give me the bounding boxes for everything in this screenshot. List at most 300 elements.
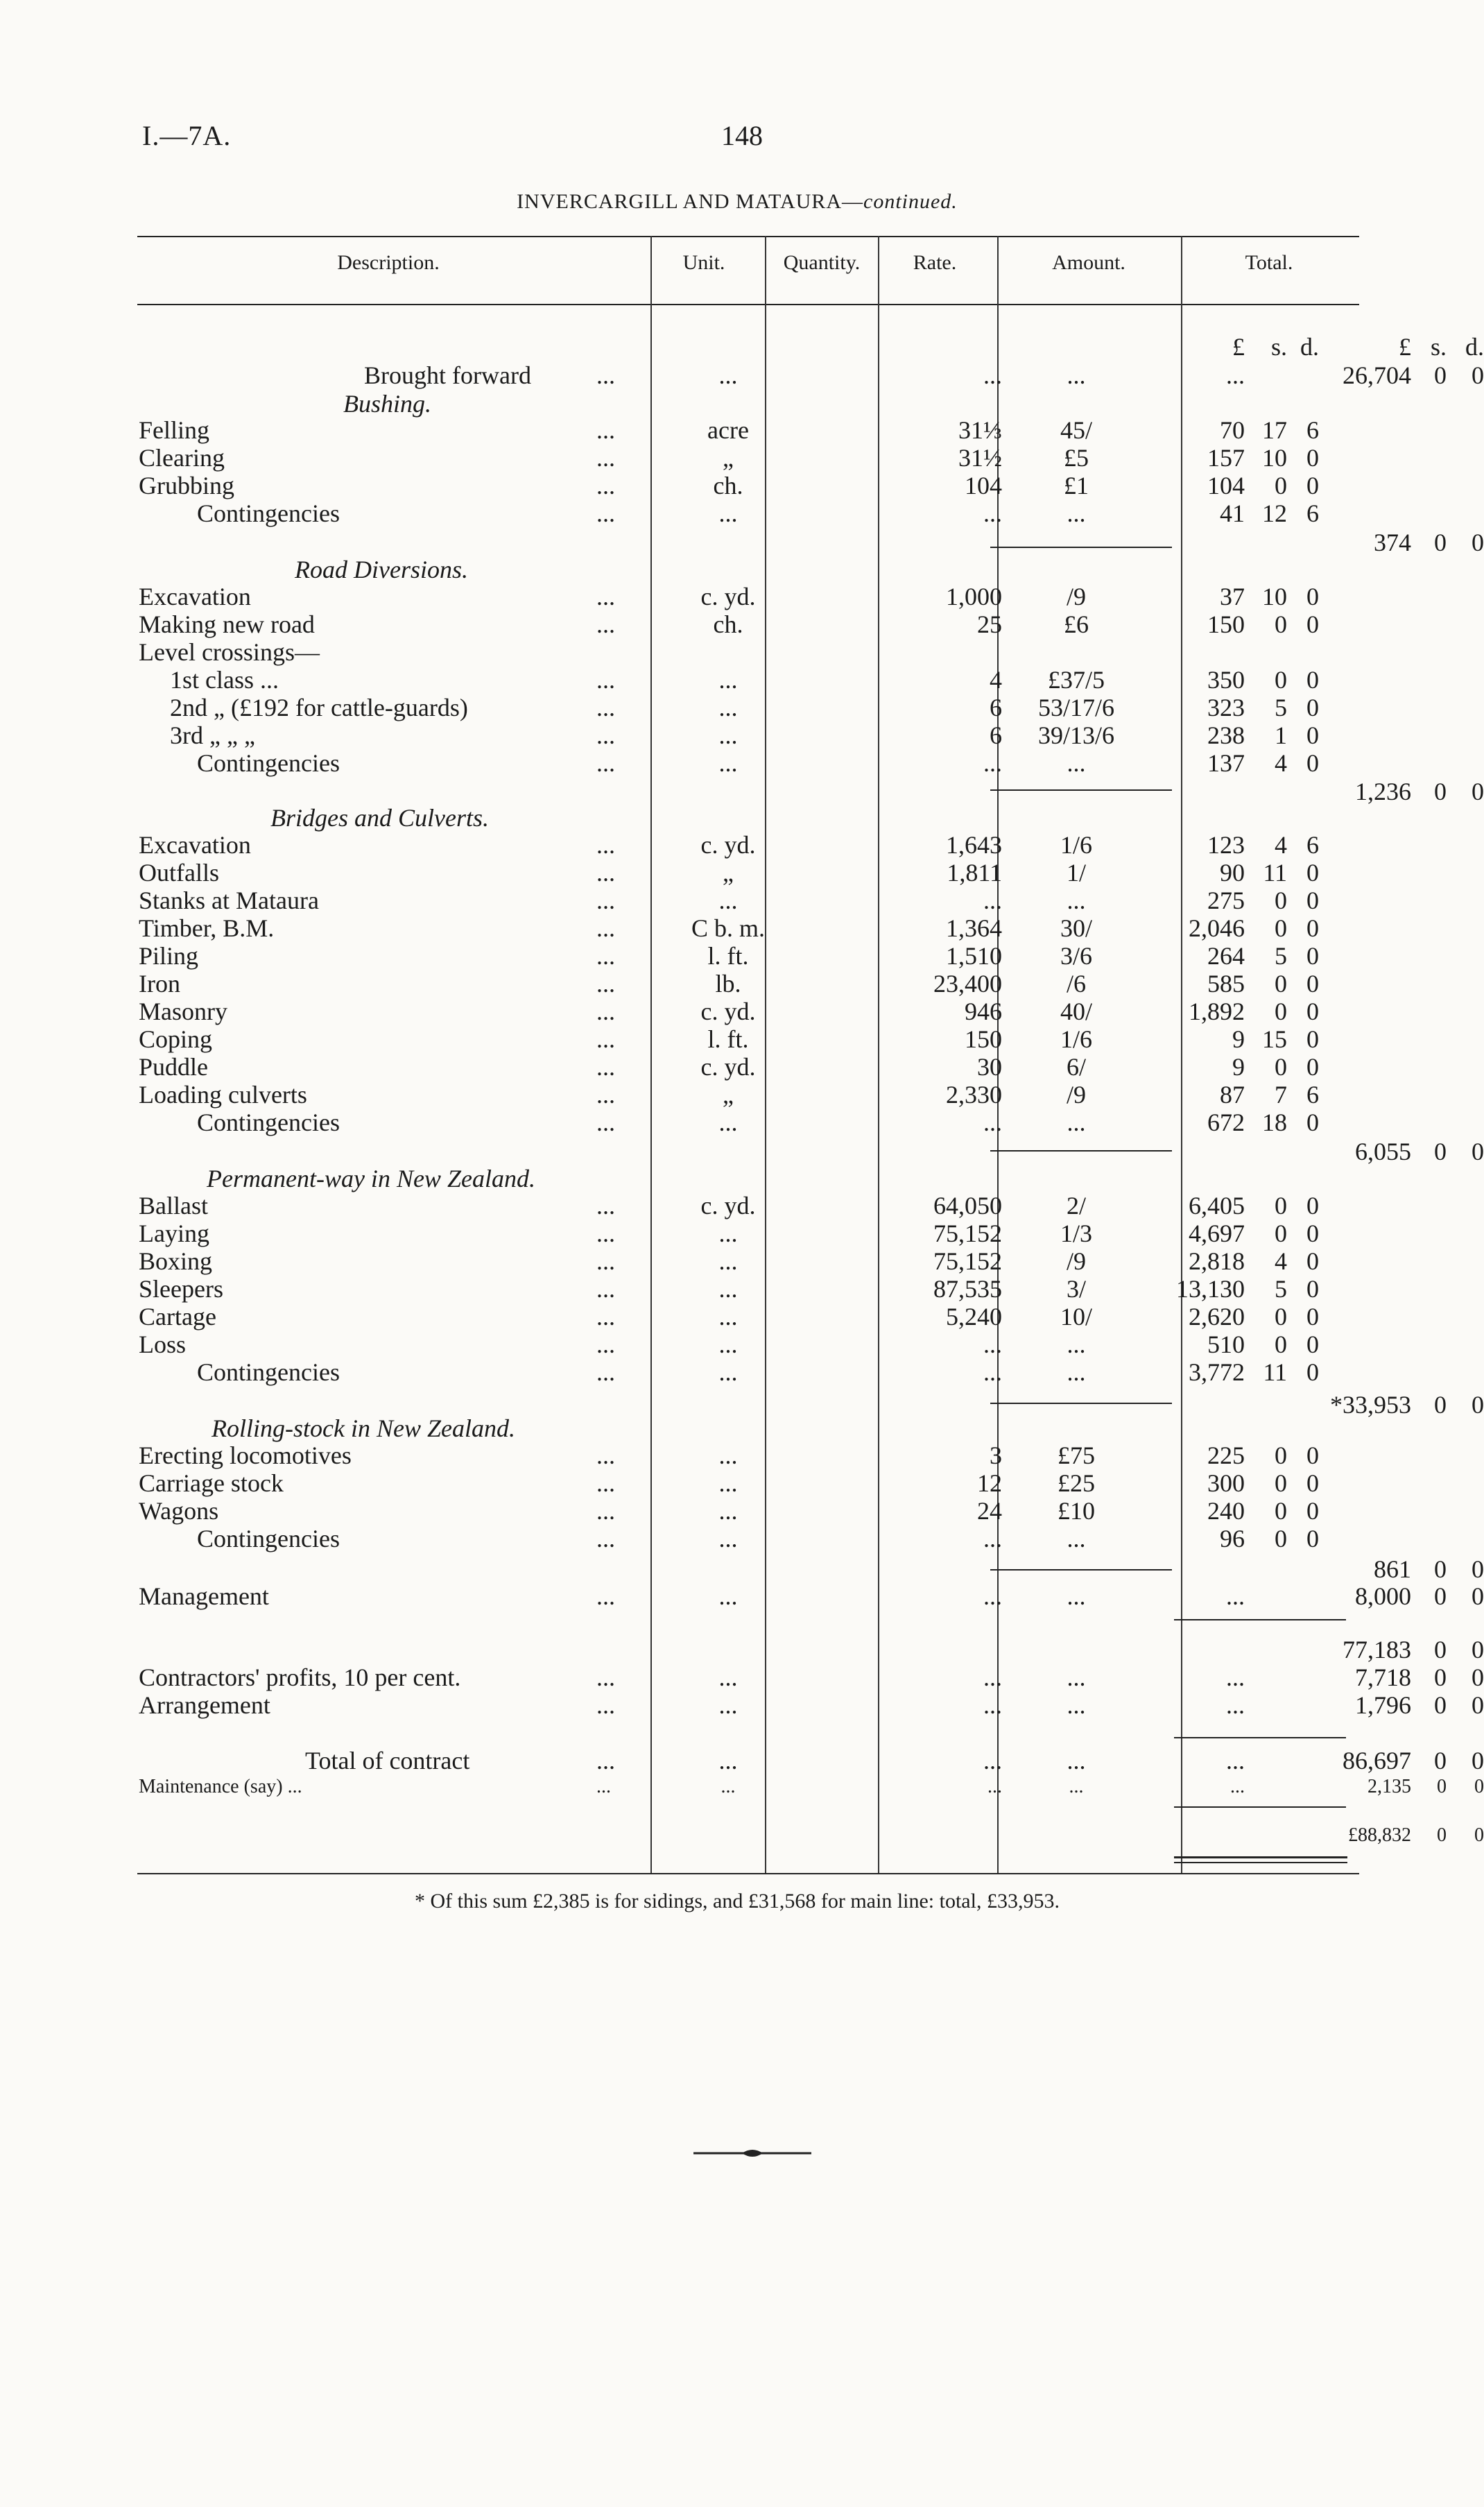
- row-description: Excavation: [139, 583, 251, 610]
- leader-dots: ...: [596, 1303, 615, 1330]
- qty-cell: 104: [965, 472, 1002, 499]
- qty-cell: 3: [990, 1441, 1002, 1469]
- table-row: [139, 1275, 1359, 1303]
- unit-cell: ...: [718, 1691, 738, 1719]
- qty-cell: 12: [977, 1469, 1002, 1497]
- ornament-divider: [693, 2145, 811, 2162]
- rate-cell: 45/: [1060, 416, 1092, 444]
- amount-pounds: 6,405: [1189, 1192, 1245, 1220]
- amount-pence: 0: [1306, 1525, 1319, 1552]
- table-row: [139, 749, 1359, 777]
- amount-pounds: 104: [1207, 472, 1245, 499]
- rate-cell: 6/: [1066, 1053, 1086, 1081]
- rate-cell: 39/13/6: [1037, 721, 1114, 749]
- total-pence: 0: [1472, 1555, 1484, 1583]
- amount-shillings: 0: [1275, 887, 1287, 914]
- amount-pounds: 123: [1207, 831, 1245, 859]
- amount-shillings: 0: [1275, 1053, 1287, 1081]
- rate-cell: 2/: [1066, 1192, 1086, 1220]
- qty-cell: ...: [987, 1776, 1002, 1797]
- leader-dots: ...: [596, 666, 615, 694]
- rate-cell: £1: [1064, 472, 1089, 499]
- leader-dots: ...: [596, 416, 615, 444]
- amount-pence: 6: [1306, 831, 1319, 859]
- unit-cell: ...: [718, 1663, 738, 1691]
- amount-pence: 0: [1306, 998, 1319, 1025]
- amount-pence: 0: [1306, 1109, 1319, 1136]
- amount-pence: 0: [1306, 914, 1319, 942]
- qty-cell: 23,400: [933, 970, 1002, 998]
- amount-shillings: 1: [1275, 721, 1287, 749]
- amount-shillings: 0: [1275, 1220, 1287, 1247]
- amount-pence: 0: [1306, 942, 1319, 970]
- total-s-header: s.: [1430, 333, 1447, 361]
- unit-cell: l. ft.: [707, 1025, 749, 1053]
- rate-cell: 30/: [1060, 914, 1092, 942]
- row-description: Loading culverts: [139, 1081, 307, 1109]
- total-shillings: 0: [1434, 361, 1447, 389]
- leader-dots: ...: [596, 1109, 615, 1136]
- section-heading-bushing: Bushing.: [343, 390, 432, 418]
- row-description: Erecting locomotives: [139, 1441, 352, 1469]
- amount-shillings: 12: [1262, 499, 1287, 527]
- amount-pounds: 510: [1207, 1330, 1245, 1358]
- amount-cell: ...: [1226, 1582, 1245, 1610]
- rate-cell: ...: [1069, 1776, 1084, 1797]
- amount-pence: 0: [1306, 749, 1319, 777]
- unit-cell: „: [723, 444, 734, 472]
- qty-cell: ...: [983, 1330, 1002, 1358]
- qty-cell: ...: [983, 1358, 1002, 1386]
- leader-dots: ...: [596, 1469, 615, 1497]
- unit-cell: C b. m.: [691, 914, 765, 942]
- row-description: Wagons: [139, 1497, 219, 1525]
- qty-cell: ...: [983, 1582, 1002, 1610]
- rate-cell: 1/6: [1060, 1025, 1092, 1053]
- table-row: [139, 666, 1359, 694]
- management-row: [139, 1582, 1484, 1610]
- amount-pounds: 96: [1220, 1525, 1245, 1552]
- amount-pence: 0: [1306, 1497, 1319, 1525]
- leader-dots: ...: [596, 1220, 615, 1247]
- table-row: [139, 1109, 1359, 1136]
- amount-pounds: 90: [1220, 859, 1245, 887]
- row-description: Carriage stock: [139, 1469, 284, 1497]
- leader-dots: ...: [596, 1330, 615, 1358]
- amount-pence: 0: [1306, 1441, 1319, 1469]
- rate-cell: ...: [1067, 1330, 1086, 1358]
- page-number: 148: [721, 120, 763, 151]
- unit-cell: c. yd.: [700, 998, 756, 1025]
- rate-cell: 3/: [1066, 1275, 1086, 1303]
- total-pound-header: £: [1399, 333, 1411, 361]
- amount-pounds: 300: [1207, 1469, 1245, 1497]
- table-row: [139, 1441, 1359, 1469]
- leader-dots: ...: [596, 1691, 615, 1719]
- unit-cell: ...: [718, 749, 738, 777]
- leader-dots: ...: [596, 583, 615, 610]
- qty-cell: 75,152: [933, 1220, 1002, 1247]
- amount-pounds: 3,772: [1189, 1358, 1245, 1386]
- total-pence: 0: [1472, 1691, 1484, 1719]
- amount-pounds: 672: [1207, 1109, 1245, 1136]
- amount-pounds: 37: [1220, 583, 1245, 610]
- qty-cell: 24: [977, 1497, 1002, 1525]
- leader-dots: ...: [596, 1663, 615, 1691]
- caption-continued: continued.: [863, 190, 958, 213]
- amount-shillings: 0: [1275, 1469, 1287, 1497]
- col-header-description: Description.: [337, 251, 440, 274]
- table-row: [139, 970, 1359, 998]
- amount-pounds: 87: [1220, 1081, 1245, 1109]
- grand-total-row: [139, 1822, 1484, 1849]
- section-heading-bridges: Bridges and Culverts.: [270, 804, 489, 832]
- amount-shillings: 0: [1275, 610, 1287, 638]
- unit-cell: ...: [718, 1441, 738, 1469]
- amount-pounds: 2,818: [1189, 1247, 1245, 1275]
- unit-cell: „: [723, 859, 734, 887]
- total-shillings: 0: [1434, 1582, 1447, 1610]
- table-row: [139, 942, 1359, 970]
- qty-cell: ...: [983, 887, 1002, 914]
- amount-s-header: s.: [1270, 333, 1287, 361]
- row-description: Coping: [139, 1025, 213, 1053]
- amount-shillings: 5: [1275, 694, 1287, 721]
- rate-cell: /6: [1066, 970, 1086, 998]
- row-description: Laying: [139, 1220, 209, 1247]
- total-d-header: d.: [1465, 333, 1484, 361]
- leader-dots: ...: [596, 970, 615, 998]
- row-description: 3rd „ „ „: [170, 721, 255, 749]
- amount-pounds: 350: [1207, 666, 1245, 694]
- leader-dots: ...: [596, 831, 615, 859]
- amount-shillings: 0: [1275, 472, 1287, 499]
- amount-pence: 0: [1306, 472, 1319, 499]
- amount-shillings: 0: [1275, 1303, 1287, 1330]
- total-pounds: 6,055: [1355, 1138, 1411, 1165]
- unit-cell: ...: [718, 1747, 738, 1774]
- unit-cell: „: [723, 1081, 734, 1109]
- header-bottom-rule: [137, 304, 1359, 305]
- rate-cell: £75: [1058, 1441, 1095, 1469]
- total-pounds: 861: [1374, 1555, 1411, 1583]
- total-pence: 0: [1472, 1663, 1484, 1691]
- total-shillings: 0: [1434, 1138, 1447, 1165]
- table-bottom-rule: [137, 1873, 1359, 1874]
- row-description: Contingencies: [197, 749, 340, 777]
- leader-dots: ...: [596, 1192, 615, 1220]
- row-description: Contingencies: [197, 499, 340, 527]
- amount-shillings: 0: [1275, 1525, 1287, 1552]
- leader-dots: ...: [596, 1776, 611, 1797]
- total-shillings: 0: [1434, 1555, 1447, 1583]
- amount-shillings: 0: [1275, 970, 1287, 998]
- amount-pounds: 70: [1220, 416, 1245, 444]
- table-row: [139, 610, 1359, 638]
- unit-cell: l. ft.: [707, 942, 749, 970]
- qty-cell: 31½: [958, 444, 1002, 472]
- bushing-total-row: [139, 529, 1484, 556]
- amount-pounds: 240: [1207, 1497, 1245, 1525]
- qty-cell: 1,364: [946, 914, 1002, 942]
- unit-cell: ...: [718, 1582, 738, 1610]
- double-rule-bottom: [1174, 1862, 1347, 1863]
- row-description: Contractors' profits, 10 per cent.: [139, 1663, 461, 1691]
- qty-cell: 75,152: [933, 1247, 1002, 1275]
- leader-dots: ...: [596, 1275, 615, 1303]
- total-pounds: 2,135: [1367, 1776, 1411, 1797]
- caption-main: INVERCARGILL AND MATAURA—: [517, 190, 863, 213]
- amount-shillings: 7: [1275, 1081, 1287, 1109]
- row-description: Ballast: [139, 1192, 208, 1220]
- qty-cell: 1,000: [946, 583, 1002, 610]
- row-description: Cartage: [139, 1303, 216, 1330]
- total-rule: [1174, 1737, 1346, 1738]
- unit-cell: ...: [718, 1497, 738, 1525]
- amount-rule: [990, 789, 1172, 791]
- rate-cell: ...: [1067, 1525, 1086, 1552]
- amount-pounds: 150: [1207, 610, 1245, 638]
- leader-dots: ...: [596, 1497, 615, 1525]
- maintenance-row: [139, 1773, 1484, 1801]
- amount-pence: 0: [1306, 1053, 1319, 1081]
- total-pence: 0: [1474, 1776, 1484, 1797]
- qty-cell: 4: [990, 666, 1002, 694]
- table-row: [139, 444, 1359, 472]
- amount-shillings: 0: [1275, 914, 1287, 942]
- qty-cell: 1,510: [946, 942, 1002, 970]
- amount-pounds: 238: [1207, 721, 1245, 749]
- total-pence: 0: [1474, 1824, 1484, 1846]
- amount-pence: 6: [1306, 499, 1319, 527]
- rolling-total-row: [139, 1555, 1484, 1583]
- total-shillings: 0: [1434, 778, 1447, 805]
- rate-cell: £25: [1058, 1469, 1095, 1497]
- rate-cell: £10: [1058, 1497, 1095, 1525]
- amount-cell: ...: [1230, 1776, 1245, 1797]
- row-description: Contingencies: [197, 1525, 340, 1552]
- amount-shillings: 0: [1275, 1330, 1287, 1358]
- total-pence: 0: [1472, 1747, 1484, 1774]
- table-row: [139, 1247, 1359, 1275]
- amount-pounds: 13,130: [1176, 1275, 1245, 1303]
- qty-cell: 30: [977, 1053, 1002, 1081]
- amount-shillings: 4: [1275, 749, 1287, 777]
- total-shillings: 0: [1434, 529, 1447, 556]
- rate-cell: £5: [1064, 444, 1089, 472]
- section-heading-rolling: Rolling-stock in New Zealand.: [212, 1414, 515, 1442]
- row-description: Sleepers: [139, 1275, 223, 1303]
- qty-cell: ...: [983, 1109, 1002, 1136]
- row-description: Excavation: [139, 831, 251, 859]
- col-header-total: Total.: [1245, 251, 1293, 274]
- leader-dots: ...: [596, 1525, 615, 1552]
- amount-cell: ...: [1226, 1747, 1245, 1774]
- table-row: [139, 1303, 1359, 1330]
- unit-cell: ...: [718, 499, 738, 527]
- row-description: Masonry: [139, 998, 227, 1025]
- rate-cell: ...: [1067, 1358, 1086, 1386]
- total-shillings: 0: [1437, 1776, 1447, 1797]
- rate-cell: 10/: [1060, 1303, 1092, 1330]
- leader-dots: ...: [596, 1247, 615, 1275]
- unit-cell: ...: [718, 1358, 738, 1386]
- rate-cell: 40/: [1060, 998, 1092, 1025]
- qty-cell: 25: [977, 610, 1002, 638]
- unit-cell: c. yd.: [700, 1192, 756, 1220]
- leader-dots: ...: [596, 1747, 615, 1774]
- amount-pence: 0: [1306, 583, 1319, 610]
- rate-cell: 1/3: [1060, 1220, 1092, 1247]
- row-description: Timber, B.M.: [139, 914, 275, 942]
- table-row: [139, 1192, 1359, 1220]
- amount-pence: 0: [1306, 859, 1319, 887]
- rate-cell: /9: [1066, 583, 1086, 610]
- unit-cell: ...: [718, 1303, 738, 1330]
- row-description: 2nd „ (£192 for cattle-guards): [170, 694, 468, 721]
- row-description: Boxing: [139, 1247, 213, 1275]
- amount-shillings: 17: [1262, 416, 1287, 444]
- amount-pounds: 264: [1207, 942, 1245, 970]
- unit-cell: ...: [718, 666, 738, 694]
- amount-pounds: 41: [1220, 499, 1245, 527]
- amount-shillings: 15: [1262, 1025, 1287, 1053]
- total-pence: 0: [1472, 529, 1484, 556]
- total-shillings: 0: [1437, 1824, 1447, 1846]
- leader-dots: ...: [596, 942, 615, 970]
- qty-cell: 2,330: [946, 1081, 1002, 1109]
- table-row: [139, 1358, 1359, 1386]
- total-pounds: 1,796: [1355, 1691, 1411, 1719]
- amount-pence: 0: [1306, 1303, 1319, 1330]
- amount-shillings: 0: [1275, 666, 1287, 694]
- unit-cell: ...: [718, 1275, 738, 1303]
- row-description: Clearing: [139, 444, 225, 472]
- double-rule-top: [1174, 1856, 1347, 1858]
- qty-cell: 6: [990, 694, 1002, 721]
- contract-total-row: [139, 1747, 1484, 1774]
- unit-cell: ...: [718, 1109, 738, 1136]
- rate-cell: 3/6: [1060, 942, 1092, 970]
- total-pence: 0: [1472, 1582, 1484, 1610]
- amount-d-header: d.: [1300, 333, 1319, 361]
- leader-dots: ...: [596, 361, 615, 389]
- amount-pounds: 137: [1207, 749, 1245, 777]
- rate-cell: /9: [1066, 1081, 1086, 1109]
- rate-cell: ...: [1067, 1663, 1086, 1691]
- unit-cell: acre: [707, 416, 749, 444]
- row-description: Contingencies: [197, 1358, 340, 1386]
- amount-pounds: 275: [1207, 887, 1245, 914]
- table-row: [139, 472, 1359, 499]
- rate-cell: ...: [1067, 1691, 1086, 1719]
- row-description: Contingencies: [197, 1109, 340, 1136]
- amount-pounds: 9: [1232, 1053, 1245, 1081]
- row-description: Total of contract: [305, 1747, 470, 1774]
- table-row: [139, 694, 1359, 721]
- row-description: Arrangement: [139, 1691, 270, 1719]
- leader-dots: ...: [596, 998, 615, 1025]
- qty-cell: ...: [983, 361, 1002, 389]
- amount-pounds: 585: [1207, 970, 1245, 998]
- amount-pounds: 9: [1232, 1025, 1245, 1053]
- amount-pounds: 1,892: [1189, 998, 1245, 1025]
- qty-cell: ...: [983, 1691, 1002, 1719]
- profits-row: [139, 1663, 1484, 1691]
- rate-cell: 1/: [1066, 859, 1086, 887]
- amount-shillings: 18: [1262, 1109, 1287, 1136]
- total-pence: 0: [1472, 1391, 1484, 1419]
- leader-dots: ...: [596, 444, 615, 472]
- leader-dots: ...: [596, 1053, 615, 1081]
- table-top-rule: [137, 236, 1359, 237]
- amount-shillings: 10: [1262, 583, 1287, 610]
- total-pounds: 77,183: [1343, 1636, 1411, 1663]
- unit-cell: ...: [718, 1330, 738, 1358]
- qty-cell: 87,535: [933, 1275, 1002, 1303]
- amount-pence: 0: [1306, 887, 1319, 914]
- row-description: Piling: [139, 942, 199, 970]
- unit-cell: c. yd.: [700, 831, 756, 859]
- amount-pence: 0: [1306, 444, 1319, 472]
- arrangement-row: [139, 1691, 1484, 1719]
- amount-pounds: 2,046: [1189, 914, 1245, 942]
- total-pence: 0: [1472, 1636, 1484, 1663]
- unit-cell: ...: [718, 361, 738, 389]
- amount-cell: ...: [1226, 361, 1245, 389]
- amount-pounds: 323: [1207, 694, 1245, 721]
- table-row: [139, 859, 1359, 887]
- leader-dots: ...: [596, 1358, 615, 1386]
- total-pence: 0: [1472, 1138, 1484, 1165]
- brought-forward-label: Brought forward: [364, 361, 531, 389]
- amount-rule: [990, 547, 1172, 548]
- row-description: Felling: [139, 416, 210, 444]
- qty-cell: ...: [983, 749, 1002, 777]
- leader-dots: ...: [596, 721, 615, 749]
- leader-dots: ...: [596, 1025, 615, 1053]
- row-description: 1st class ...: [170, 666, 279, 694]
- total-pounds: 7,718: [1355, 1663, 1411, 1691]
- amount-pence: 0: [1306, 721, 1319, 749]
- rate-cell: ...: [1067, 499, 1086, 527]
- unit-cell: ...: [718, 1525, 738, 1552]
- table-caption: [0, 190, 1474, 214]
- total-pounds: 26,704: [1343, 361, 1411, 389]
- amount-pence: 0: [1306, 1469, 1319, 1497]
- qty-cell: ...: [983, 1525, 1002, 1552]
- leader-dots: ...: [596, 1081, 615, 1109]
- row-description: Iron: [139, 970, 180, 998]
- amount-shillings: 0: [1275, 1497, 1287, 1525]
- col-header-quantity: Quantity.: [783, 251, 861, 274]
- amount-pence: 0: [1306, 1220, 1319, 1247]
- amount-pence: 0: [1306, 970, 1319, 998]
- amount-pence: 0: [1306, 1192, 1319, 1220]
- qty-cell: 64,050: [933, 1192, 1002, 1220]
- rate-cell: ...: [1067, 1747, 1086, 1774]
- row-description: Puddle: [139, 1053, 209, 1081]
- table-row: [139, 1081, 1359, 1109]
- table-row: [139, 499, 1359, 527]
- unit-cell: c. yd.: [700, 1053, 756, 1081]
- row-description: Making new road: [139, 610, 315, 638]
- total-pence: 0: [1472, 361, 1484, 389]
- table-row: [139, 998, 1359, 1025]
- qty-cell: 1,811: [947, 859, 1002, 887]
- rate-cell: ...: [1067, 1109, 1086, 1136]
- section-heading-permanent: Permanent-way in New Zealand.: [207, 1165, 535, 1192]
